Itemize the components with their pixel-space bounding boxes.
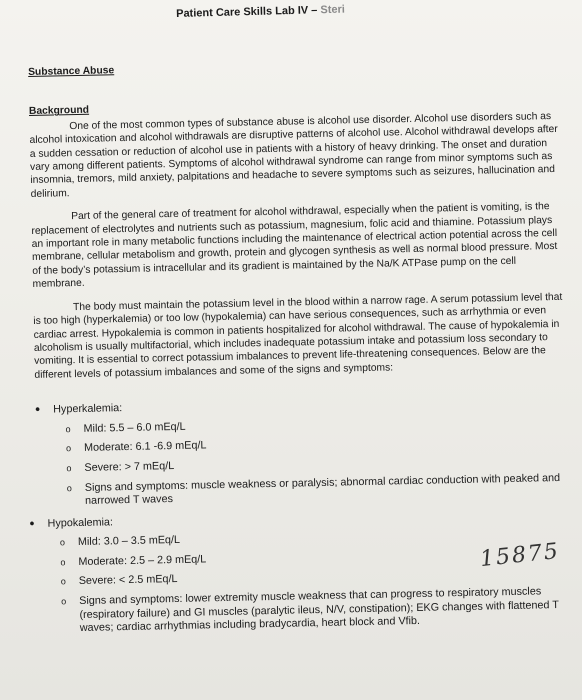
- section-title: Substance Abuse: [28, 65, 115, 78]
- paragraph-3: The body must maintain the potassium level in the blood within a narrow rage. A serum potassium level that is too high (hyperkalemia) or too low (hypokalemia) can have serious consequences, such as arrhythmia or even cardiac arrest. Hypokalemia is common in patients hospitalized for alcohol withdrawal. The cause of hypokalemia in alcoholism is usually multifactorial, which includes inadequate potassium intake and potassium loss secondary to vomiting. It is essential to correct potassium imbalances to prevent life-threatening consequences. Below are the different levels of potassium imbalances and some of the signs and symptoms:: [33, 291, 563, 381]
- imbalance-list: [35, 393, 570, 637]
- handwritten-number: 15875: [478, 538, 562, 573]
- header-title: Patient Care Skills Lab IV –: [176, 4, 318, 20]
- hypokalemia-severe: o Severe: < 2.5 mEq/L: [49, 565, 569, 589]
- hyperkalemia-moderate: o Moderate: 6.1 -6.9 mEq/L: [54, 432, 566, 456]
- hyperkalemia-severe: o Severe: > 7 mEq/L: [54, 452, 566, 476]
- paragraph-2: Part of the general care of treatment for alcohol withdrawal, especially when the patient is vomiting, is the replacement of electrolytes and nutrients such as potassium, magnesium, folic acid and thiamine. Potassium plays an important role in many metabolic functions including the maintenance of electrical action potential across the cell membrane, cellular metabolism and growth, protein and glycogen synthesis as well as normal blood pressure. Most of the body’s potassium is intracellular and its gradient is maintained by the Na/K ATPase pump on the cell membrane.: [31, 201, 558, 291]
- header-title-faded: Steri: [320, 3, 346, 17]
- page-header: [176, 4, 345, 20]
- hypokalemia-label: Hypokalemia:: [47, 516, 114, 530]
- potassium-levels: [35, 393, 570, 637]
- hyperkalemia-symptoms: o Signs and symptoms: muscle weakness or paralysis; abnormal cardiac conduction with peaked and narrowed T waves: [55, 471, 567, 509]
- hypokalemia-sublist: [48, 526, 570, 636]
- paragraph-1: One of the most common types of substance abuse is alcohol use disorder. Alcohol use disorders such as alcohol intoxication and alcohol withdrawals are disruptive patterns of alcohol use. Alcohol withdrawal develops after a sudden cessation or reduction of alcohol use in patients with a history of heavy drinking. The onset and duration vary among different patients. Symptoms of alcohol withdrawal syndrome can range from minor symptoms such as insomnia, tremors, mild anxiety, palpitations and headache to severe symptoms such as seizures, hallucination and delirium.: [29, 110, 558, 200]
- background-heading: Background: [28, 105, 90, 118]
- hypokalemia-moderate: o Moderate: 2.5 – 2.9 mEq/L: [48, 546, 568, 570]
- hypokalemia-item: [29, 506, 569, 636]
- hypokalemia-symptoms: o Signs and symptoms: lower extremity muscle weakness that can progress to respiratory muscles (respiratory failure) and GI muscles (paralytic ileus, N/V, constipation); EKG changes with flattened T waves; cardiac arrhythmias including bradycardia, heart block and Vfib.: [49, 585, 570, 637]
- hyperkalemia-item: [35, 393, 567, 510]
- hyperkalemia-sublist: [53, 413, 567, 510]
- hyperkalemia-mild: o Mild: 5.5 – 6.0 mEq/L: [53, 413, 565, 437]
- hypokalemia-mild: o Mild: 3.0 – 3.5 mEq/L: [48, 526, 568, 550]
- hyperkalemia-label: Hyperkalemia:: [53, 402, 123, 416]
